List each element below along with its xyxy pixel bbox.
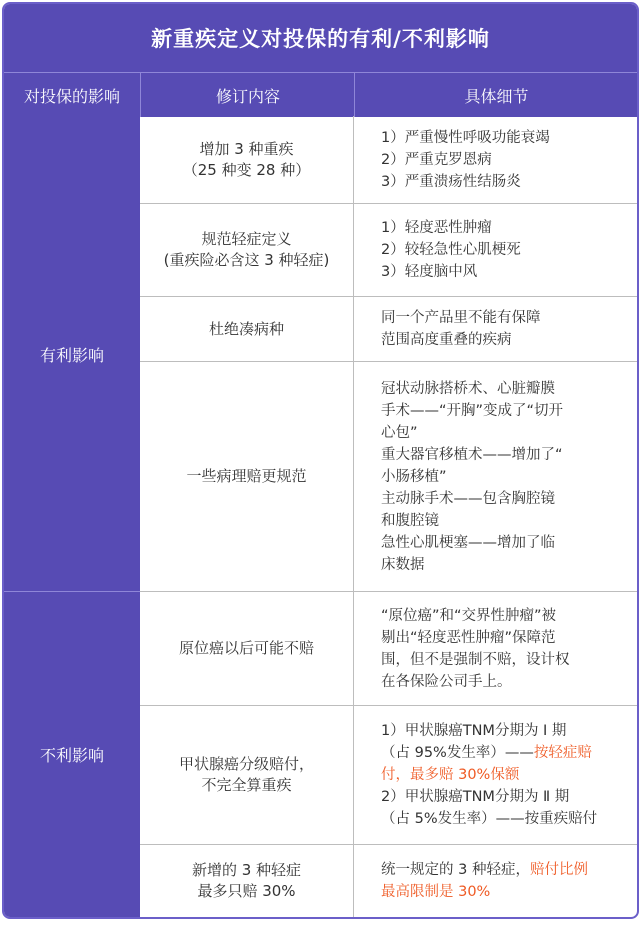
cell-text-line: (重疾险必含这 3 种轻症)	[163, 251, 330, 269]
revision-cell	[140, 845, 354, 917]
cell-text: （占 5%发生率）——按重疾赔付	[381, 811, 598, 827]
cell-text-line: 在各保险公司手上。	[381, 673, 512, 690]
cell-text-line	[381, 881, 588, 903]
header-revision: 修订内容	[140, 73, 355, 117]
cell-text: （占 95%发生率）——	[381, 745, 534, 761]
table-row	[140, 116, 637, 204]
category-favorable: 有利影响	[4, 116, 140, 592]
cell-text-line: 和腹腔镜	[381, 512, 439, 529]
cell-text-line	[381, 764, 597, 786]
cell-text-line	[381, 742, 597, 764]
header-impact: 对投保的影响	[23, 86, 120, 106]
cell-text-line: 围，但不是强制不赔，设计权	[381, 651, 570, 668]
cell-text-line: 同一个产品里不能有保障	[381, 310, 541, 326]
table-row	[140, 592, 637, 706]
revision-cell	[140, 706, 354, 844]
cell-text-line: 手术——“开胸”变成了“切开	[381, 402, 564, 419]
cell-text-line: 心包”	[381, 424, 418, 441]
revision-cell	[140, 116, 354, 203]
cell-text-line	[381, 808, 597, 830]
table-title: 新重疾定义对投保的有利/不利影响	[4, 4, 637, 72]
highlighted-text: 付，最多赔 30%保额	[381, 767, 520, 783]
details-cell	[355, 362, 637, 591]
cell-text-line: 3）严重溃疡性结肠炎	[381, 173, 521, 190]
details-cell	[355, 204, 637, 296]
cell-text-line: 重大器官移植术——增加了“	[381, 446, 563, 463]
details-cell	[355, 116, 637, 203]
cell-text-line: 3）轻度脑中风	[381, 264, 478, 280]
cell-text-line: 冠状动脉搭桥术、心脏瓣膜	[381, 380, 555, 397]
highlighted-text: 按轻症赔	[533, 745, 592, 761]
cell-text-line: 增加 3 种重疾	[199, 139, 294, 158]
cell-text-line: 新增的 3 种轻症	[191, 861, 302, 879]
header-row	[4, 72, 637, 117]
cell-text-line: “原位癌”和“交界性肿瘤”被	[381, 607, 557, 624]
cell-text-line: 1）严重慢性呼吸功能衰竭	[381, 129, 550, 146]
category-unfavorable: 不利影响	[4, 592, 140, 917]
cell-text-line: 一些病理赔更规范	[186, 467, 307, 485]
cell-text: 统一规定的 3 种轻症，	[381, 862, 530, 878]
cell-text-line: 原位癌以后可能不赔	[178, 639, 314, 657]
cell-text-line: 急性心肌梗塞——增加了临	[381, 534, 555, 551]
highlighted-text: 赔付比例	[529, 862, 588, 878]
table-row	[140, 297, 637, 362]
cell-text-line: 主动脉手术——包含胸腔镜	[381, 490, 555, 507]
table-row	[140, 362, 637, 592]
highlighted-text: 最高限制是 30%	[381, 884, 491, 900]
details-cell	[355, 845, 637, 917]
details-cell	[355, 297, 637, 361]
cell-text-line: 不完全算重疾	[201, 776, 292, 794]
cell-text-line: 床数据	[381, 556, 425, 573]
cell-text-line: 2）严重克罗恩病	[381, 151, 492, 168]
cell-text-line: 1）轻度恶性肿瘤	[381, 220, 492, 236]
cell-text-line: 范围高度重叠的疾病	[381, 332, 512, 348]
cell-text: 1）甲状腺癌TNM分期为 Ⅰ 期	[381, 723, 567, 739]
cell-text-line	[381, 720, 597, 742]
cell-text-line	[381, 786, 597, 808]
cell-text: 2）甲状腺癌TNM分期为 Ⅱ 期	[381, 789, 570, 805]
revision-cell	[140, 297, 354, 361]
table-row	[140, 204, 637, 297]
cell-text-line: 规范轻症定义	[201, 230, 292, 248]
cell-text-line	[381, 859, 588, 881]
cell-text-line: 杜绝凑病种	[208, 319, 284, 338]
header-details: 具体细节	[354, 73, 638, 117]
details-cell	[355, 706, 637, 844]
cell-text-line: 小肠移植”	[381, 468, 447, 485]
cell-text-line: 甲状腺癌分级赔付，	[178, 755, 314, 773]
table-row	[140, 706, 637, 845]
revision-cell	[140, 204, 354, 296]
cell-text-line: 最多只赔 30%	[197, 882, 296, 900]
cell-text-line: （25 种变 28 种）	[182, 160, 311, 179]
revision-cell	[140, 592, 354, 705]
revision-cell	[140, 362, 354, 591]
table-row	[140, 845, 637, 917]
cell-text-line: 2）较轻急性心肌梗死	[381, 242, 521, 258]
details-cell	[355, 592, 637, 705]
comparison-table	[2, 2, 639, 919]
cell-text-line: 剔出“轻度恶性肿瘤”保障范	[381, 629, 556, 646]
